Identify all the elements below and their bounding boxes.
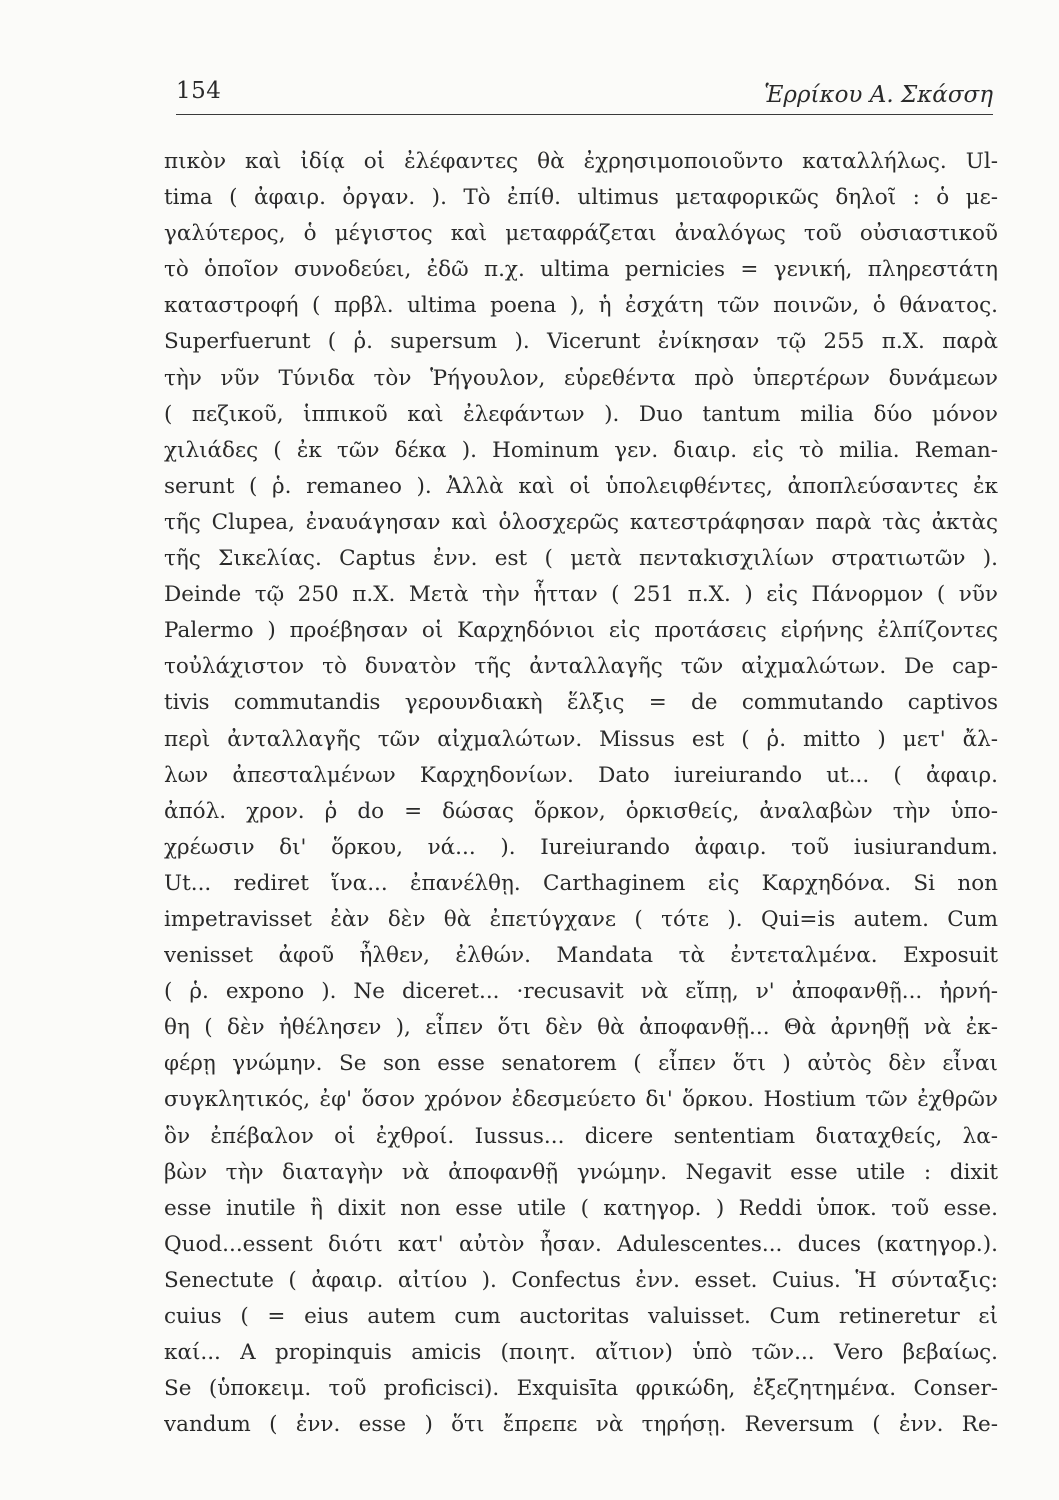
- text-line: Deinde τῷ 250 π.Χ. Μετὰ τὴν ἧτταν ( 251 π.Χ. ) εἰς Πάνορμον ( νῦν: [164, 582, 998, 608]
- text-line: φέρῃ γνώμην. Se son esse senatorem ( εἶπεν ὅτι ) αὐτὸς δὲν εἶναι: [164, 1051, 998, 1077]
- commentary-text: [164, 144, 998, 1443]
- text-line: tivis commutandis γερουνδιακὴ ἕλξις = de commutando captivos: [164, 690, 998, 716]
- text-line: Palermo ) προέβησαν οἱ Καρχηδόνιοι εἰς προτάσεις εἰρήνης ἐλπίζοντες: [164, 618, 998, 644]
- text-line: θη ( δὲν ἠθέλησεν ), εἶπεν ὅτι δὲν θὰ ἀποφανθῇ... Θὰ ἀρνηθῇ νὰ ἐκ-: [164, 1015, 998, 1041]
- text-line: καταστροφή ( πρβλ. ultima poena ), ἡ ἐσχάτη τῶν ποινῶν, ὁ θάνατος.: [164, 293, 998, 319]
- text-line: ἀπόλ. χρον. ῥ do = δώσας ὅρκον, ὁρκισθείς, ἀναλαβὼν τὴν ὑπο-: [164, 798, 998, 824]
- text-line: serunt ( ῥ. remaneo ). Ἀλλὰ καὶ οἱ ὑπολειφθέντες, ἀποπλεύσαντες ἐκ: [164, 473, 998, 499]
- text-line: Ut... rediret ἵνα... ἐπανέλθῃ. Carthaginem εἰς Καρχηδόνα. Si non: [164, 870, 998, 896]
- header-rule: [176, 114, 993, 115]
- text-line: Senectute ( ἀφαιρ. αἰτίου ). Confectus ἐνν. esset. Cuius. Ἡ σύνταξις:: [164, 1267, 998, 1293]
- page-header: [176, 78, 993, 116]
- running-head-author: Ἑρρίκου Α. Σκάσση: [764, 82, 993, 108]
- text-line: συγκλητικός, ἐφ' ὅσον χρόνον ἐδεσμεύετο δι' ὅρκου. Hostium τῶν ἐχθρῶν: [164, 1087, 998, 1113]
- text-line: τὴν νῦν Τύνιδα τὸν Ῥήγουλον, εὑρεθέντα πρὸ ὑπερτέρων δυνάμεων: [164, 365, 998, 391]
- text-line: Se (ὑποκειμ. τοῦ proficisci). Exquisīta φρικώδη, ἐξεζητημένα. Conser-: [164, 1376, 998, 1402]
- text-line: τῆς Σικελίας. Captus ἐνν. est ( μετὰ πενταkισχιλίων στρατιωτῶν ).: [164, 546, 998, 572]
- text-line: ὃν ἐπέβαλον οἱ ἐχθροί. Iussus... dicere sententiam διαταχθείς, λα-: [164, 1123, 998, 1149]
- text-line: τοὐλάχιστον τὸ δυνατὸν τῆς ἀνταλλαγῆς τῶν αἰχμαλώτων. De cap-: [164, 654, 998, 680]
- text-line: χιλιάδες ( ἐκ τῶν δέκα ). Hominum γεν. διαιρ. εἰς τὸ milia. Reman-: [164, 437, 998, 463]
- text-line: χρέωσιν δι' ὅρκου, νά... ). Iureiurando ἀφαιρ. τοῦ iusiurandum.: [164, 834, 998, 860]
- text-line: πικὸν καὶ ἰδίᾳ οἱ ἐλέφαντες θὰ ἐχρησιμοποιοῦντο καταλλήλως. Ul-: [164, 149, 998, 174]
- text-line: τῆς Clupea, ἐναυάγησαν καὶ ὁλοσχερῶς κατεστράφησαν παρὰ τὰς ἀκτὰς: [164, 509, 998, 535]
- text-line: impetravisset ἐὰν δὲν θὰ ἐπετύγχανε ( τότε ). Qui=is autem. Cum: [164, 906, 998, 932]
- text-line: Superfuerunt ( ῥ. supersum ). Vicerunt ἐνίκησαν τῷ 255 π.Χ. παρὰ: [164, 329, 998, 355]
- text-line: vandum ( ἐνν. esse ) ὅτι ἔπρεπε νὰ τηρήσῃ. Reversum ( ἐνν. Re-: [164, 1412, 998, 1438]
- text-line: περὶ ἀνταλλαγῆς τῶν αἰχμαλώτων. Missus est ( ῥ. mitto ) μετ' ἄλ-: [164, 726, 998, 752]
- text-line: καί... A propinquis amicis (ποιητ. αἴτιον) ὑπὸ τῶν... Vero βεβαίως.: [164, 1340, 998, 1366]
- text-line: Quod...essent διότι κατ' αὐτὸν ἦσαν. Adulescentes... duces (κατηγορ.).: [164, 1231, 998, 1257]
- text-line: cuius ( = eius autem cum auctoritas valuisset. Cum retineretur εἰ: [164, 1304, 998, 1329]
- text-line: ( πεζικοῦ, ἱππικοῦ καὶ ἐλεφάντων ). Duo tantum milia δύο μόνον: [164, 401, 998, 427]
- text-line: ( ῥ. expono ). Ne diceret... ·recusavit νὰ εἴπῃ, ν' ἀποφανθῇ... ἠρνή-: [164, 979, 998, 1005]
- text-line: τὸ ὁποῖον συνοδεύει, ἐδῶ π.χ. ultima pernicies = γενική, πληρεστάτη: [164, 257, 998, 283]
- text-line: λων ἀπεσταλμένων Καρχηδονίων. Dato iureiurando ut... ( ἀφαιρ.: [164, 762, 998, 788]
- page-number: 154: [176, 78, 222, 104]
- text-line: βὼν τὴν διαταγὴν νὰ ἀποφανθῇ γνώμην. Negavit esse utile : dixit: [164, 1159, 998, 1185]
- text-line: esse inutile ἢ dixit non esse utile ( κατηγορ. ) Reddi ὑποκ. τοῦ esse.: [164, 1195, 998, 1221]
- text-line: tima ( ἀφαιρ. ὀργαν. ). Τὸ ἐπίθ. ultimus μεταφορικῶς δηλοῖ : ὁ με-: [164, 185, 998, 211]
- text-line: γαλύτερος, ὁ μέγιστος καὶ μεταφράζεται ἀναλόγως τοῦ οὐσιαστικοῦ: [164, 221, 998, 247]
- text-line: venisset ἀφοῦ ἦλθεν, ἐλθών. Mandata τὰ ἐντεταλμένα. Exposuit: [164, 943, 998, 969]
